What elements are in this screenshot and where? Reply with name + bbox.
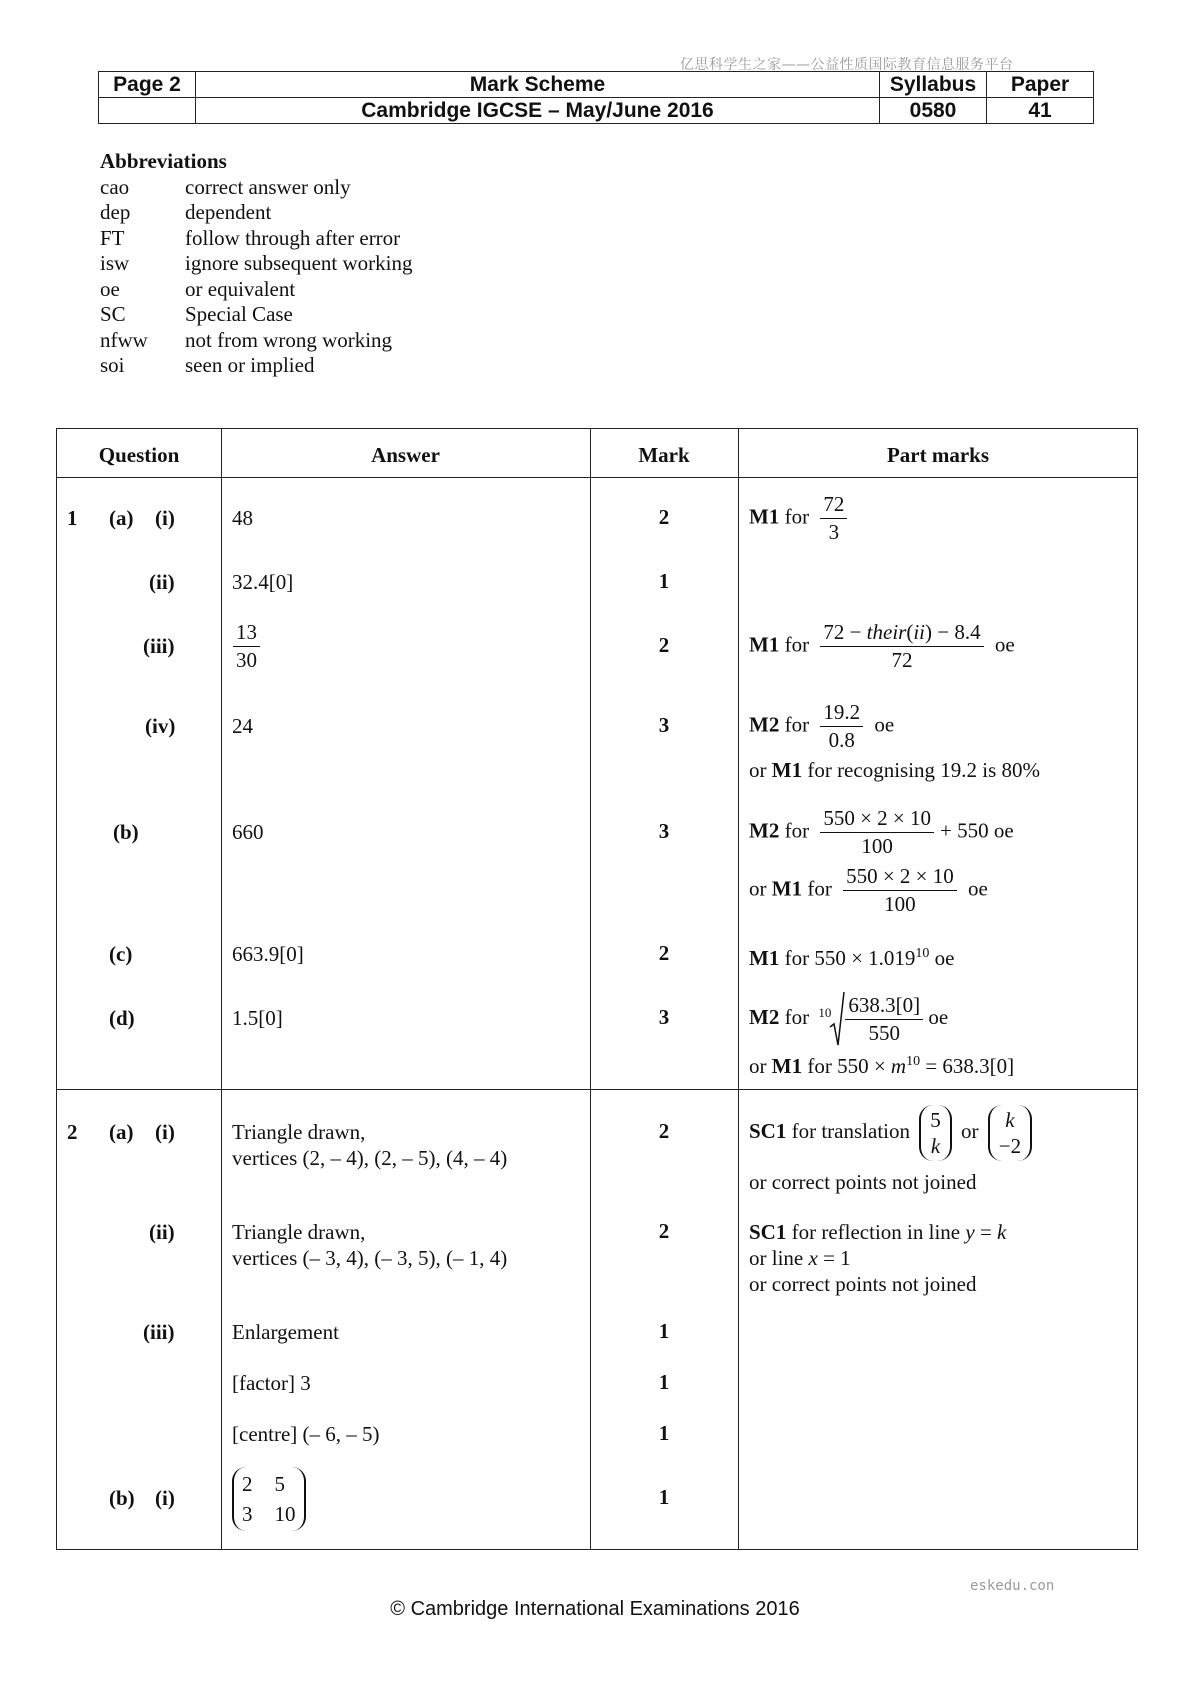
part-label: (a) [109, 1120, 134, 1144]
mark-value: 1 [658, 569, 670, 593]
pm-text: for [784, 632, 810, 657]
numerator: 550 × 2 × 10 [843, 863, 957, 891]
answer-value: [centre] (– 6, – 5) [232, 1422, 380, 1446]
method-code: SC1 [749, 1220, 787, 1244]
abbreviation-row [100, 251, 412, 277]
denominator: 100 [861, 834, 893, 858]
pm-text: = 1 [817, 1246, 851, 1270]
subpart-label: (i) [155, 1120, 175, 1144]
variable: x [808, 1246, 818, 1270]
num-part: ) − 8.4 [925, 620, 981, 644]
answer-line: vertices (2, – 4), (2, – 5), (4, – 4) [232, 1146, 508, 1170]
question-divider [57, 1089, 1137, 1090]
mark-scheme-table [56, 428, 1138, 1550]
pm-text: oe [874, 712, 895, 737]
column-vector [988, 1105, 1032, 1161]
matrix-entry: 3 [242, 1502, 253, 1526]
nth-root [818, 991, 923, 1047]
pm-text: oe [968, 876, 988, 901]
part-marks-line3: or correct points not joined [749, 1272, 977, 1296]
method-code: M1 [771, 1054, 803, 1078]
pm-text: or [749, 758, 767, 782]
copyright-footer: © Cambridge International Examinations 2016 [390, 1598, 800, 1620]
abbreviation-row [100, 277, 412, 303]
method-code: M1 [771, 876, 803, 901]
mark-value: 1 [658, 1421, 670, 1445]
exponent: 10 [915, 946, 930, 961]
num-part: 72 − [823, 620, 867, 644]
abbreviation-row [100, 175, 412, 201]
header-question: Question [98, 443, 180, 467]
answer-value: [factor] 3 [232, 1371, 311, 1395]
abbreviation-row [100, 353, 412, 379]
mark-value: 1 [658, 1370, 670, 1394]
pm-text: = [974, 1220, 998, 1244]
abbr-value: Special Case [185, 302, 293, 326]
answer-value: 24 [232, 714, 253, 738]
fraction [820, 699, 863, 754]
abbreviation-row [100, 302, 412, 328]
denominator: 3 [828, 520, 840, 544]
denominator: 550 [868, 1020, 900, 1045]
answer-value: 660 [232, 820, 264, 844]
denominator: 0.8 [828, 728, 855, 752]
fraction [845, 992, 923, 1047]
document-subtitle: Cambridge IGCSE – May/June 2016 [196, 98, 880, 124]
part-marks [749, 1219, 1006, 1245]
part-marks-line2 [749, 1245, 851, 1271]
method-code: SC1 [749, 1118, 787, 1143]
part-marks-line2 [749, 757, 1040, 783]
denominator: 30 [236, 648, 257, 672]
answer-value: 663.9[0] [232, 942, 304, 966]
part-marks [749, 1105, 1036, 1161]
pm-text: for 550 × [807, 1054, 891, 1078]
answer-value: 32.4[0] [232, 570, 294, 594]
exponent: 10 [906, 1054, 921, 1069]
mark-value: 3 [658, 1005, 670, 1029]
mark-value: 1 [658, 1485, 670, 1509]
fraction [233, 619, 260, 674]
pm-text: for recognising 19.2 is 80% [807, 758, 1041, 782]
pm-text: for [784, 818, 810, 843]
syllabus-code: 0580 [880, 98, 987, 124]
numerator: 19.2 [820, 699, 863, 727]
abbr-key: isw [100, 251, 130, 275]
column-divider [221, 429, 222, 1549]
answer-value: 48 [232, 506, 253, 530]
method-code: M1 [749, 632, 780, 657]
numerator: 638.3[0] [845, 992, 923, 1020]
method-code: M1 [771, 758, 803, 782]
numerator [820, 619, 983, 647]
abbreviation-row [100, 200, 412, 226]
pm-text: for reflection in line [791, 1220, 961, 1244]
abbr-key: FT [100, 225, 125, 250]
subpart-label: (i) [155, 506, 175, 530]
abbr-key: nfww [100, 327, 148, 352]
part-label: (b) [109, 1486, 135, 1510]
header-divider [57, 477, 1137, 478]
mark-value: 3 [658, 819, 670, 843]
method-code: M1 [749, 946, 780, 970]
header-answer: Answer [371, 443, 440, 467]
part-marks-line2: or correct points not joined [749, 1170, 977, 1194]
abbr-value: ignore subsequent working [185, 251, 413, 275]
mark-value: 2 [658, 505, 670, 529]
answer-value: Enlargement [232, 1320, 339, 1344]
matrix-entry: 10 [274, 1502, 296, 1526]
matrix-entry: 5 [274, 1472, 285, 1496]
mark-value: 1 [658, 1319, 670, 1343]
subpart-label: (ii) [149, 1220, 175, 1244]
abbr-value: dependent [185, 200, 272, 224]
mark-value: 2 [658, 1219, 670, 1243]
mark-value: 2 [658, 941, 670, 965]
part-marks-line2 [749, 1049, 1014, 1079]
answer-value: 1.5[0] [232, 1006, 283, 1030]
subpart-label: (i) [155, 1486, 175, 1510]
pm-text: = 638.3[0] [920, 1054, 1015, 1078]
method-code: M2 [749, 712, 780, 737]
part-label: (a) [109, 506, 134, 530]
abbreviation-row [100, 328, 412, 354]
pm-text: for 550 × 1.019 [784, 946, 916, 970]
vector-entry: 5 [930, 1108, 941, 1132]
question-number: 2 [67, 1120, 78, 1144]
fraction [820, 619, 983, 674]
variable: m [890, 1054, 907, 1078]
header-table [98, 71, 1094, 124]
part-label: (c) [109, 942, 133, 966]
vector-entry: −2 [998, 1134, 1022, 1158]
num-part: ( [906, 620, 914, 644]
numerator: 72 [820, 491, 847, 519]
watermark-top: 亿思科学生之家——公益性质国际教育信息服务平台 [680, 57, 1014, 73]
subpart-label: (iii) [143, 1320, 175, 1344]
pm-text: or [749, 876, 767, 901]
mark-value: 2 [658, 1119, 670, 1143]
part-label: (d) [109, 1006, 135, 1030]
pm-text: for [784, 504, 810, 529]
part-marks-line2 [749, 863, 988, 918]
subpart-label: (iii) [143, 634, 175, 658]
subpart-label: (iv) [145, 714, 176, 738]
abbr-key: cao [100, 174, 130, 199]
mark-value: 2 [658, 633, 670, 657]
root-index: 10 [818, 1005, 832, 1020]
denominator: 72 [891, 648, 913, 672]
abbreviation-row [100, 226, 412, 252]
fraction [820, 805, 934, 860]
pm-text: oe [994, 632, 1015, 657]
variable: k [997, 1220, 1007, 1244]
radical-sign-icon [829, 991, 845, 1047]
numerator: 550 × 2 × 10 [820, 805, 934, 833]
vector-entry: k [1005, 1108, 1015, 1132]
method-code: M1 [749, 504, 780, 529]
fraction [843, 863, 957, 918]
denominator: 100 [884, 892, 916, 916]
num-part: their [866, 620, 907, 644]
paper-label: Paper [987, 72, 1094, 98]
method-code: M2 [749, 1004, 780, 1029]
matrix-entry: 2 [242, 1472, 253, 1496]
abbreviations [100, 149, 412, 379]
pm-text: oe [934, 946, 955, 970]
answer-line: Triangle drawn, [232, 1220, 366, 1244]
pm-text: for [784, 1004, 810, 1029]
question-number: 1 [67, 506, 78, 530]
abbr-key: soi [100, 353, 125, 377]
variable: y [965, 1220, 975, 1244]
pm-text: or [961, 1118, 979, 1143]
part-label: (b) [113, 820, 139, 844]
part-marks [749, 941, 955, 971]
abbr-value: not from wrong working [185, 327, 393, 352]
answer-fraction [227, 619, 266, 674]
abbr-value: follow through after error [185, 225, 401, 250]
pm-text: oe [993, 818, 1014, 843]
pm-text: oe [928, 1004, 949, 1029]
page-number: Page 2 [99, 72, 196, 98]
part-marks [749, 991, 948, 1047]
pm-text: or line [749, 1246, 809, 1270]
method-code: M2 [749, 818, 780, 843]
abbr-value: or equivalent [185, 276, 296, 301]
pm-text: for [784, 712, 810, 737]
header-blank [99, 98, 196, 124]
part-marks [749, 619, 1015, 674]
abbr-key: SC [100, 302, 126, 326]
mark-value: 3 [658, 713, 670, 737]
subpart-label: (ii) [149, 570, 175, 594]
num-part: ii [913, 620, 926, 644]
part-marks [749, 491, 853, 546]
abbr-key: oe [100, 276, 120, 301]
answer-line: Triangle drawn, [232, 1120, 366, 1144]
column-vector [919, 1105, 952, 1161]
vector-entry: k [930, 1134, 941, 1158]
answer-line: vertices (– 3, 4), (– 3, 5), (– 1, 4) [232, 1246, 508, 1270]
pm-text: + 550 [940, 818, 989, 843]
header-part-marks: Part marks [886, 443, 990, 467]
abbr-key: dep [100, 200, 131, 224]
column-divider [738, 429, 739, 1549]
abbr-value: correct answer only [185, 174, 351, 199]
header-mark: Mark [638, 443, 690, 467]
abbr-value: seen or implied [185, 353, 315, 377]
part-marks [749, 805, 1014, 860]
paper-code: 41 [987, 98, 1094, 124]
fraction [820, 491, 847, 546]
numerator: 13 [233, 619, 260, 647]
document-title: Mark Scheme [196, 72, 880, 98]
pm-text: or [749, 1054, 767, 1078]
matrix [232, 1467, 306, 1531]
part-marks [749, 699, 894, 754]
abbreviations-title: Abbreviations [100, 149, 227, 173]
watermark-bottom: eskedu.con [970, 1578, 1055, 1594]
answer-matrix [232, 1467, 306, 1531]
syllabus-label: Syllabus [880, 72, 987, 98]
pm-text: for [807, 876, 832, 901]
pm-text: for translation [791, 1118, 910, 1143]
